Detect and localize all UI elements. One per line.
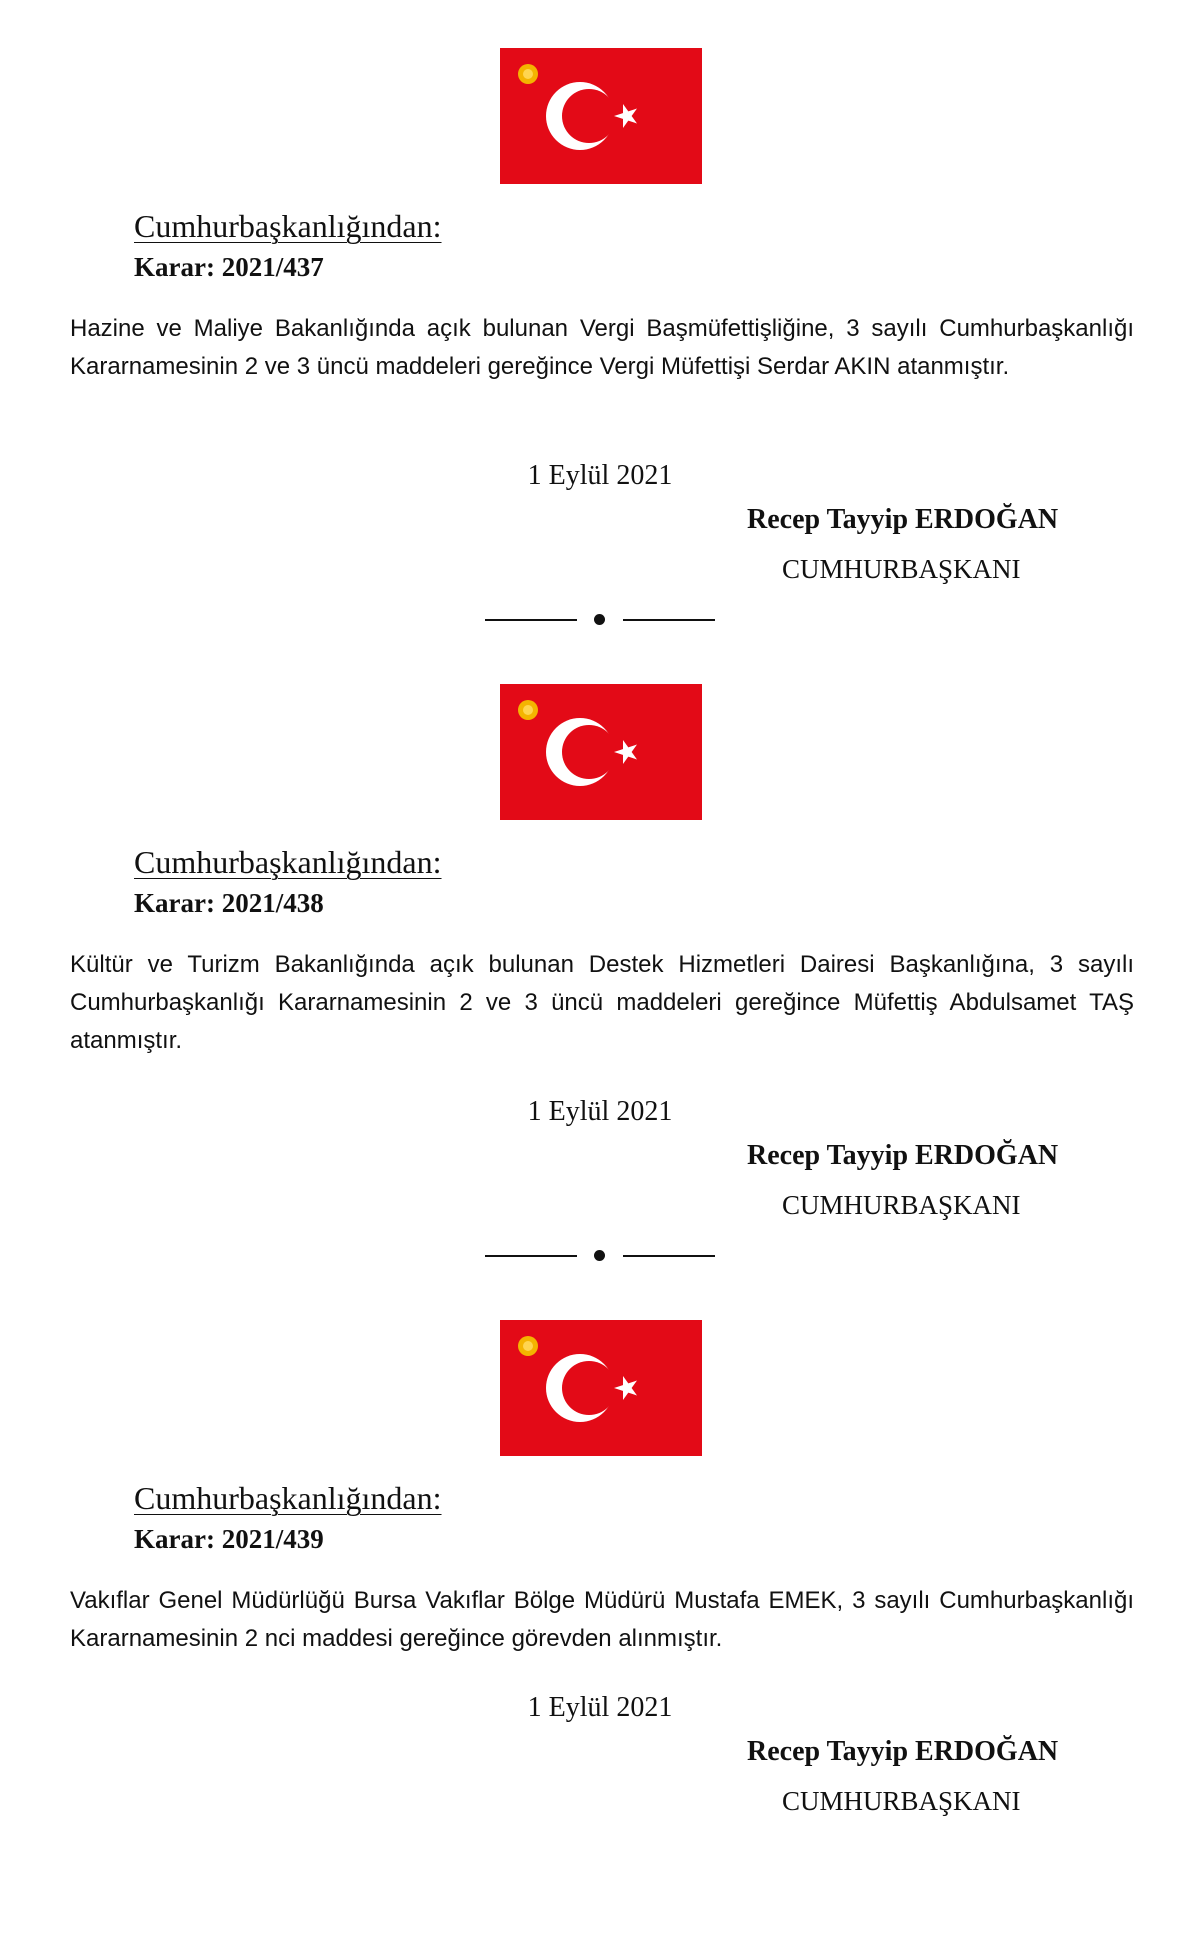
turkish-flag-icon	[500, 684, 702, 820]
turkish-flag-icon	[500, 1320, 702, 1456]
decree-body: Kültür ve Turizm Bakanlığında açık bulunan Destek Hizmetleri Dairesi Başkanlığına, 3 sayılı Cumhurbaşkanlığı Kararnamesinin 2 ve 3 üncü maddeleri gereğince Müfettiş Abdulsamet TAŞ atanmıştır.	[70, 951, 1134, 1054]
issuer-heading: Cumhurbaşkanlığından:	[134, 1480, 442, 1516]
decree-date: 1 Eylül 2021	[527, 460, 673, 491]
issuer-heading: Cumhurbaşkanlığından:	[134, 208, 442, 244]
decree-date: 1 Eylül 2021	[527, 1096, 673, 1127]
decree-number: Karar: 2021/438	[134, 888, 324, 918]
section-separator	[485, 1244, 715, 1264]
signer-title: CUMHURBAŞKANI	[782, 1190, 1021, 1220]
signer-name: Recep Tayyip ERDOĞAN	[747, 1736, 1059, 1767]
section-separator	[485, 608, 715, 628]
decree-section	[0, 48, 1194, 668]
signer-title: CUMHURBAŞKANI	[782, 554, 1021, 584]
decree-body: Hazine ve Maliye Bakanlığında açık bulunan Vergi Başmüfettişliğine, 3 sayılı Cumhurbaşkanlığı Kararnamesinin 2 ve 3 üncü maddeleri gereğince Vergi Müfettişi Serdar AKIN atanmıştır.	[70, 315, 1134, 380]
decree-section	[0, 1320, 1194, 1940]
signer-name: Recep Tayyip ERDOĞAN	[747, 1140, 1059, 1171]
decree-date: 1 Eylül 2021	[527, 1692, 673, 1723]
issuer-heading: Cumhurbaşkanlığından:	[134, 844, 442, 880]
turkish-flag-icon	[500, 48, 702, 184]
decree-number: Karar: 2021/439	[134, 1524, 324, 1554]
decree-number: Karar: 2021/437	[134, 252, 324, 282]
signer-name: Recep Tayyip ERDOĞAN	[747, 504, 1059, 535]
decree-body: Vakıflar Genel Müdürlüğü Bursa Vakıflar Bölge Müdürü Mustafa EMEK, 3 sayılı Cumhurbaşkanlığı Kararnamesinin 2 nci maddesi gereğince görevden alınmıştır.	[70, 1587, 1134, 1652]
decree-section	[0, 684, 1194, 1304]
signer-title: CUMHURBAŞKANI	[782, 1786, 1021, 1816]
